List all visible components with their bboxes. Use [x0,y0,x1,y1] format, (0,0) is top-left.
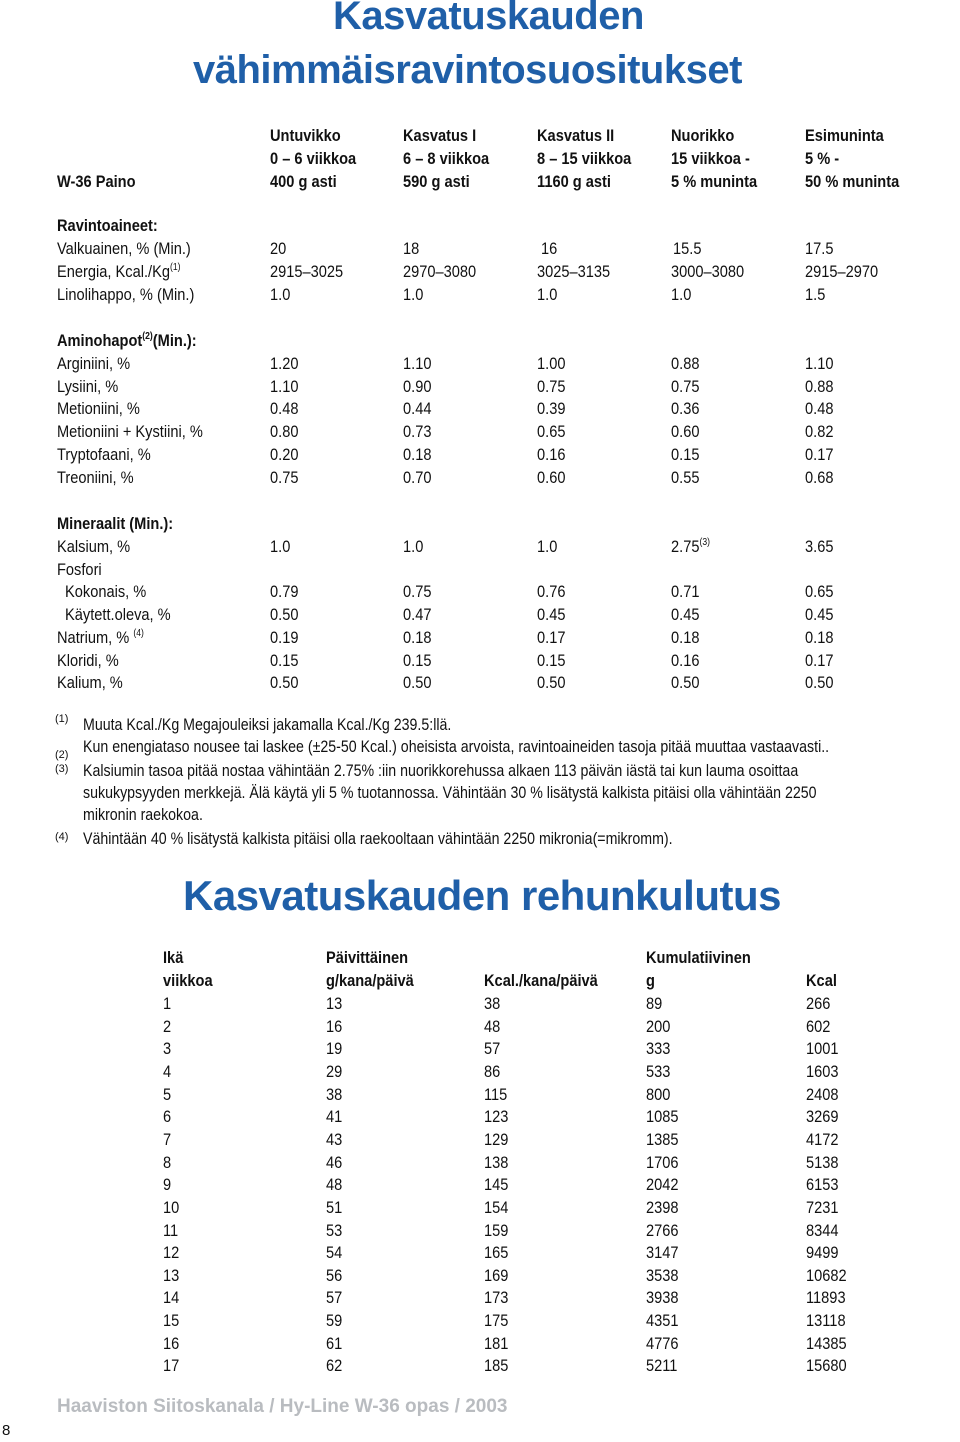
table-cell: 169 [484,1265,509,1285]
page-title-line1: Kasvatuskauden [333,0,644,38]
footnote-marker: (2) [55,749,69,761]
table-cell: 0.75 [270,467,299,487]
table-cell: 145 [484,1175,509,1195]
table-cell-value: 2.75 [671,537,700,556]
column-header: g [646,971,655,990]
table-cell: 51 [326,1197,343,1217]
table-cell-value: 0.50 [671,673,700,693]
table-cell: 8 [163,1152,172,1172]
table-cell: 1.0 [671,285,692,304]
table-cell-value: 0.47 [403,605,432,625]
column-header: Kasvatus I [403,126,477,145]
footer-text: Haaviston Siitoskanala / Hy-Line W-36 opas / 2003 [57,1396,508,1417]
table-cell-value: 0.19 [270,627,299,647]
table-cell [537,537,557,557]
table-cell: 29 [326,1061,343,1081]
table-cell: 1085 [646,1107,679,1127]
table-cell: 38 [484,994,501,1013]
table-cell: 0.60 [537,467,566,487]
table-cell: 14385 [806,1333,847,1353]
table-cell: 0.18 [403,444,432,464]
table-cell: 13 [163,1265,180,1285]
row-label-text: Valkuainen, % (Min.) [57,239,191,258]
row-label-text: Kalium, % [57,673,123,693]
table-cell [270,651,298,671]
table-cell: 2766 [646,1220,679,1240]
table-cell: 1 [163,994,172,1013]
table-cell: 17 [163,1356,180,1376]
footnote-ref: (4) [133,627,144,639]
table-cell: 3147 [646,1243,679,1263]
column-header: 50 % muninta [805,172,900,191]
row-label [57,673,123,693]
table-cell: 2915–2970 [805,262,879,281]
table-cell [537,628,565,648]
row-label: Arginiini, % [57,354,131,373]
column-header: 15 viikkoa - [671,149,750,168]
column-header: Nuorikko [671,126,735,145]
footnote-ref: (2) [142,331,153,342]
column-header: 5 % - [805,149,840,168]
table-cell [403,537,423,557]
table-cell [805,651,833,671]
column-header: Untuvikko [270,126,341,145]
table-cell-value: 0.18 [671,627,700,647]
section-heading-text: (Min.): [152,331,197,350]
table-cell-value: 0.45 [671,605,700,625]
row-label-text: Kokonais, % [65,582,147,602]
table-cell: 9 [163,1175,172,1195]
table-cell: 7 [163,1129,172,1149]
row-label-text: Energia, Kcal./Kg [57,262,170,281]
table-cell-value: 0.65 [805,582,834,602]
table-cell [671,582,699,602]
table-cell: 1603 [806,1061,839,1081]
table-cell: 57 [326,1288,343,1308]
table-cell: 9499 [806,1243,839,1263]
table-cell: 0.68 [805,467,834,487]
table-cell [805,605,833,625]
section-heading-nutrients: Ravintoaineet: [57,216,158,235]
page-number: 8 [2,1422,11,1439]
table-cell-value: 0.50 [270,605,299,625]
table-cell: 5 [163,1084,172,1104]
column-header: 6 – 8 viikkoa [403,149,490,168]
table-cell [671,651,699,671]
table-cell: 0.15 [671,444,700,464]
table-cell: 59 [326,1311,343,1331]
table-cell: 1.0 [270,285,291,304]
table-cell: 2042 [646,1175,679,1195]
table-cell: 14 [163,1288,180,1308]
table-cell [805,582,833,602]
table-cell: 0.75 [537,376,566,396]
table-cell: 61 [326,1333,343,1353]
table-cell: 3269 [806,1107,839,1127]
table-cell [270,537,290,557]
table-cell [537,582,565,602]
table-cell-value: 0.50 [537,673,566,693]
table-cell: 333 [646,1039,671,1059]
column-header: 0 – 6 viikkoa [270,149,357,168]
table-cell: 185 [484,1356,509,1376]
table-cell: 46 [326,1152,343,1172]
footnote-marker: (3) [55,763,69,775]
table-cell [270,628,298,648]
table-cell: 3000–3080 [671,262,745,281]
table-cell: 38 [326,1084,343,1104]
table-cell: 4172 [806,1129,839,1149]
column-header: 590 g asti [403,172,470,191]
table-cell: 19 [326,1039,343,1059]
footnote-text: Kun enengiataso nousee tai laskee (±25-50 Kcal.) oheisista arvoista, ravintoaineiden tasoja pitää muuttaa vastaavasti.. [83,738,830,756]
table-cell: 165 [484,1243,509,1263]
table-cell: 4 [163,1061,172,1081]
table-cell: 16 [163,1333,180,1353]
row-label-text: Kloridi, % [57,650,119,670]
table-cell-value: 0.75 [403,582,432,602]
table-cell-value: 1.0 [270,537,291,556]
table-cell: 11893 [806,1288,846,1308]
row-label [65,605,171,625]
table-cell: 6153 [806,1175,839,1195]
row-label: Lysiini, % [57,376,119,396]
column-header: Kasvatus II [537,126,615,145]
table-cell: 800 [646,1084,671,1104]
table-cell: 41 [326,1107,343,1127]
table-cell: 0.48 [270,399,299,419]
table-cell-value: 0.45 [805,605,834,625]
table-cell: 1706 [646,1152,679,1172]
table-cell: 0.55 [671,467,700,487]
table-cell: 7231 [806,1197,839,1217]
page-title-line2: vähimmäisravintosuositukset [193,48,742,92]
table-cell [403,628,431,648]
row-label: Metioniini + Kystiini, % [57,422,203,442]
table-cell: 0.70 [403,467,432,487]
table-cell: 12 [163,1243,180,1263]
table-cell-value: 1.0 [537,537,558,556]
table-cell [403,651,431,671]
table-cell: 3 [163,1039,172,1059]
table-cell-value: 0.71 [671,582,700,602]
table-cell: 0.75 [671,376,700,396]
table-cell: 10 [163,1197,180,1217]
table-cell: 0.39 [537,399,566,419]
table-cell [403,673,431,693]
column-header: Esimuninta [805,126,884,145]
table-cell [671,605,699,625]
row-label-text: Käytett.oleva, % [65,605,171,625]
column-header: Kcal./kana/päivä [484,971,598,990]
table-cell-value: 0.18 [805,627,834,647]
column-header: 1160 g asti [537,172,611,191]
column-header: 400 g asti [270,172,337,191]
footnote-marker: (1) [55,713,69,725]
table-cell [403,605,431,625]
table-cell: 175 [484,1311,509,1331]
table-cell-value: 0.45 [537,605,566,625]
table-cell: 18 [403,239,420,258]
row-label-text: Fosfori [57,559,102,579]
table-cell: 0.82 [805,422,834,442]
table-cell: 1001 [806,1039,839,1059]
table-cell: 123 [484,1107,509,1127]
column-header: g/kana/päivä [326,971,414,990]
column-header: 5 % muninta [671,172,758,191]
footnote-text: Muuta Kcal./Kg Megajouleiksi jakamalla Kcal./Kg 239.5:llä. [83,716,452,734]
table-cell: 0.65 [537,422,566,442]
table-cell: 2 [163,1016,172,1036]
table-cell: 266 [806,994,831,1013]
table-cell: 86 [484,1061,501,1081]
table-cell [270,582,298,602]
table-cell: 2398 [646,1197,679,1217]
footnote-marker: (4) [55,831,69,843]
table-cell: 200 [646,1016,671,1036]
table-cell [805,537,833,557]
table-cell: 173 [484,1288,509,1308]
footnote-text: mikronin raekokoa. [83,806,203,824]
table-cell: 0.16 [537,444,566,464]
table-cell: 5138 [806,1152,839,1172]
table-cell: 129 [484,1129,509,1149]
table-cell: 8344 [806,1220,839,1240]
table-cell [270,605,298,625]
table-cell: 48 [326,1175,343,1195]
table-cell: 1.10 [805,354,834,373]
column-header: Kcal [806,971,837,990]
table-cell-value: 0.79 [270,582,299,602]
table-cell: 115 [484,1084,508,1104]
table-cell: 0.44 [403,399,432,419]
table-cell-value: 0.18 [403,627,432,647]
row-label [57,537,130,557]
table-cell [671,673,699,693]
column-header: Päivittäinen [326,948,409,967]
row-label [57,560,102,580]
table-cell-value: 3.65 [805,537,834,556]
column-header: 8 – 15 viikkoa [537,149,632,168]
table-cell: 0.17 [805,444,834,464]
row-label-text: Natrium, % [57,627,130,647]
table-cell: 54 [326,1243,343,1263]
table-cell: 2915–3025 [270,262,344,281]
table-cell: 1.00 [537,354,566,373]
table-cell: 1.0 [403,285,424,304]
footnote-text: Kalsiumin tasoa pitää nostaa vähintään 2.75% :iin nuorikkorehussa alkaen 113 päivän iästä tai kun lauma osoittaa [83,762,799,780]
table-cell: 62 [326,1356,343,1376]
row-label [57,285,194,305]
table-cell: 138 [484,1152,509,1172]
table-cell: 17.5 [805,239,834,258]
table-cell: 0.88 [671,354,700,373]
table-cell: 43 [326,1129,343,1149]
section-heading-text: Aminohapot [57,331,143,350]
column-header: viikkoa [163,971,213,990]
footnote-text: sukukypsyyden merkkejä. Älä käytä yli 5 % tuotannossa. Vähintään 30 % lisätystä kalkista pitäisi olla vähintään 2250 [83,784,817,802]
column-header: Kumulatiivinen [646,948,751,967]
footnote-ref: (3) [699,537,710,548]
section-heading-amino-acids [57,331,197,351]
row-label [57,239,191,259]
table-cell: 159 [484,1220,509,1240]
table-cell: 1.20 [270,354,299,373]
table-cell: 1385 [646,1129,679,1149]
table-cell: 0.90 [403,376,432,396]
table-cell-value: 0.17 [805,650,834,670]
table-cell: 56 [326,1265,343,1285]
table-cell-value: 0.50 [270,673,299,693]
table-cell-value: 0.76 [537,582,566,602]
table-cell: 16 [541,239,558,258]
table-cell: 0.60 [671,422,700,442]
table-cell: 5211 [646,1356,678,1376]
footnote-text: Vähintään 40 % lisätystä kalkista pitäisi olla raekooltaan vähintään 2250 mikronia(=mikromm). [83,830,673,848]
table-cell: 0.80 [270,422,299,442]
table-cell-value: 0.17 [537,627,566,647]
table-cell-value: 0.50 [805,673,834,693]
table-cell: 15 [163,1311,180,1331]
table-cell: 13 [326,994,343,1013]
table-cell: 89 [646,994,663,1013]
table-cell [270,673,298,693]
table-cell: 0.88 [805,376,834,396]
table-cell: 602 [806,1016,831,1036]
table-cell [805,673,833,693]
table-cell: 2408 [806,1084,839,1104]
column-header: Ikä [163,948,184,967]
table-cell [537,673,565,693]
table-cell [537,651,565,671]
table-cell-value: 0.16 [671,650,700,670]
table-cell: 154 [484,1197,509,1217]
table-cell-value: 1.0 [403,537,424,556]
table-cell: 1.5 [805,285,826,304]
table-cell: 53 [326,1220,343,1240]
table-cell: 0.20 [270,444,299,464]
row-label: Treoniini, % [57,467,134,487]
table-cell: 1.10 [403,354,432,373]
footnote-ref: (1) [169,262,181,273]
table-cell-value: 0.15 [537,650,566,670]
table-cell: 1.0 [537,285,558,304]
table-cell: 6 [163,1107,172,1127]
table-cell-value: 0.50 [403,673,432,693]
table-cell: 4351 [646,1311,679,1331]
table-cell: 16 [326,1016,343,1036]
table-cell: 0.48 [805,399,834,419]
row-label-text: Kalsium, % [57,537,131,556]
table-cell: 2970–3080 [403,262,477,281]
table-cell: 15680 [806,1356,847,1376]
table-cell: 10682 [806,1265,847,1285]
table-cell: 0.73 [403,422,432,442]
table-cell: 3938 [646,1288,679,1308]
row-label [65,582,146,602]
table-cell: 57 [484,1039,501,1059]
table-cell: 3538 [646,1265,679,1285]
table-cell: 1.10 [270,376,299,396]
table-header-label: W-36 Paino [57,172,136,191]
table-cell-value: 0.15 [403,650,432,670]
table-cell [671,628,699,648]
table-cell: 15.5 [673,239,702,258]
table-cell: 0.36 [671,399,700,419]
table-cell: 11 [163,1220,179,1240]
table-cell: 48 [484,1016,501,1036]
row-label: Metioniini, % [57,399,140,419]
table-cell [671,537,710,557]
table-cell [537,605,565,625]
table-cell: 3025–3135 [537,262,611,281]
row-label-text: Linolihappo, % (Min.) [57,285,195,304]
row-label: Tryptofaani, % [57,444,151,464]
row-label [57,651,119,671]
section-title-feed-consumption: Kasvatuskauden rehunkulutus [183,872,781,919]
table-cell-value: 0.15 [270,650,299,670]
table-cell [805,628,833,648]
table-cell [403,582,431,602]
table-cell: 533 [646,1061,671,1081]
row-label [57,628,144,648]
section-heading-minerals: Mineraalit (Min.): [57,514,174,533]
table-cell: 13118 [806,1311,846,1331]
row-label [57,262,180,282]
table-cell: 20 [270,239,287,258]
table-cell: 181 [484,1333,509,1353]
table-cell: 4776 [646,1333,679,1353]
